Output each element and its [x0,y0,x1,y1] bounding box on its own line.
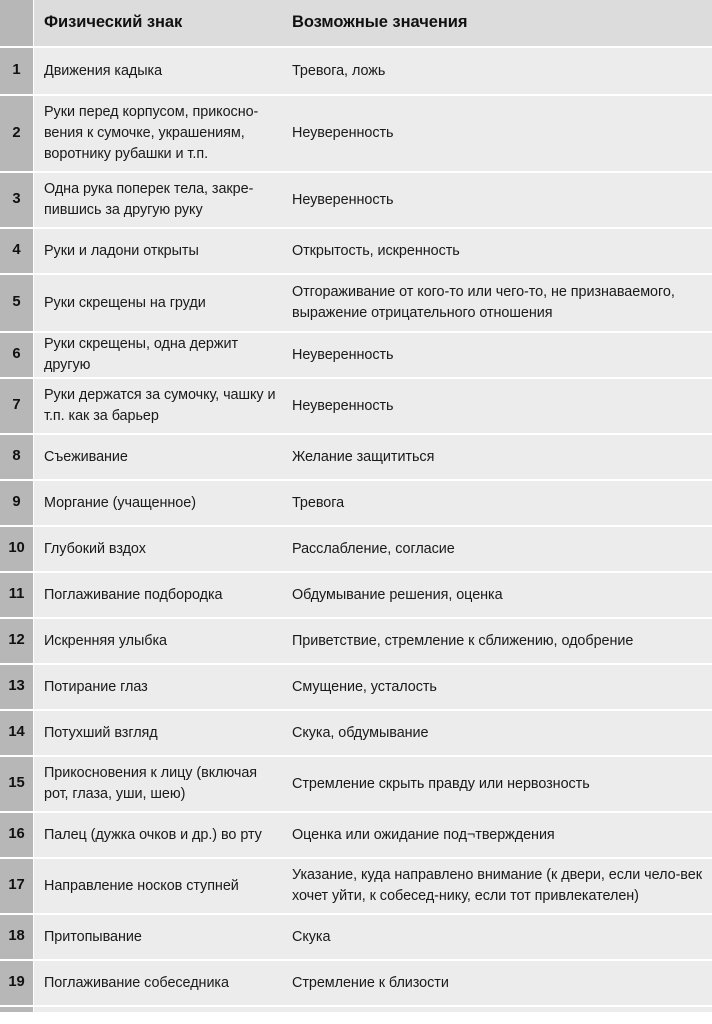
row-sign: Руки скрещены на груди [34,275,284,333]
row-number: 4 [0,229,34,275]
row-sign: Одна рука поперек тела, закре-пившись за другую руку [34,173,284,229]
row-number: 15 [0,757,34,813]
row-sign: Поглаживание собеседника [34,961,284,1007]
row-sign: Потухший взгляд [34,711,284,757]
row-meaning: Неуверенность [284,333,712,379]
row-sign: Искренняя улыбка [34,619,284,665]
row-meaning: Расслабление, согласие [284,527,712,573]
row-meaning: Неуверенность [284,173,712,229]
row-sign: Съеживание [34,435,284,481]
row-number: 18 [0,915,34,961]
row-sign: Движения кадыка [34,48,284,96]
row-sign: Потирание глаз [34,665,284,711]
row-meaning: Скука [284,915,712,961]
row-number: 12 [0,619,34,665]
row-number: 3 [0,173,34,229]
row-meaning: Приветствие, стремление к сближению, одобрение [284,619,712,665]
row-meaning: Неуверенность [284,379,712,435]
header-sign-cell: Физический знак [34,0,284,48]
row-sign: Прикосновения к лицу (включая рот, глаза, уши, шею) [34,757,284,813]
row-number: 19 [0,961,34,1007]
row-number: 1 [0,48,34,96]
row-number: 13 [0,665,34,711]
row-sign: Притопывание [34,915,284,961]
row-sign: Руки перед корпусом, прикосно-вения к сумочке, украшениям, воротнику рубашки и т.п. [34,96,284,173]
row-number: 6 [0,333,34,379]
row-sign: Руки и ладони открыты [34,229,284,275]
row-sign: Палец (дужка очков и др.) во рту [34,813,284,859]
row-number: 11 [0,573,34,619]
row-number: 7 [0,379,34,435]
row-number: 2 [0,96,34,173]
row-sign: Руки скрещены, одна держит другую [34,333,284,379]
row-sign: Моргание (учащенное) [34,481,284,527]
row-meaning: Открытость, искренность [284,229,712,275]
row-number: 17 [0,859,34,915]
row-meaning: Скука, обдумывание [284,711,712,757]
table-bottom-edge [34,1007,284,1012]
row-meaning: Тревога [284,481,712,527]
row-sign: Глубокий вздох [34,527,284,573]
row-meaning: Стремление скрыть правду или нервозность [284,757,712,813]
row-sign: Поглаживание подбородка [34,573,284,619]
table-bottom-edge [284,1007,712,1012]
table-bottom-edge [0,1007,34,1012]
row-meaning: Обдумывание решения, оценка [284,573,712,619]
row-meaning: Смущение, усталость [284,665,712,711]
row-sign: Руки держатся за сумочку, чашку и т.п. как за барьер [34,379,284,435]
row-number: 10 [0,527,34,573]
row-meaning: Неуверенность [284,96,712,173]
row-meaning: Тревога, ложь [284,48,712,96]
row-number: 5 [0,275,34,333]
row-number: 8 [0,435,34,481]
row-meaning: Отгораживание от кого-то или чего-то, не признаваемого, выражение отрицательного отношения [284,275,712,333]
row-meaning: Оценка или ожидание под¬тверждения [284,813,712,859]
header-number-cell [0,0,34,48]
row-number: 16 [0,813,34,859]
header-meaning-cell: Возможные значения [284,0,712,48]
row-number: 9 [0,481,34,527]
row-meaning: Указание, куда направлено внимание (к двери, если чело-век хочет уйти, к собесед-нику, если тот привлекателен) [284,859,712,915]
row-meaning: Стремление к близости [284,961,712,1007]
row-meaning: Желание защититься [284,435,712,481]
row-number: 14 [0,711,34,757]
row-sign: Направление носков ступней [34,859,284,915]
